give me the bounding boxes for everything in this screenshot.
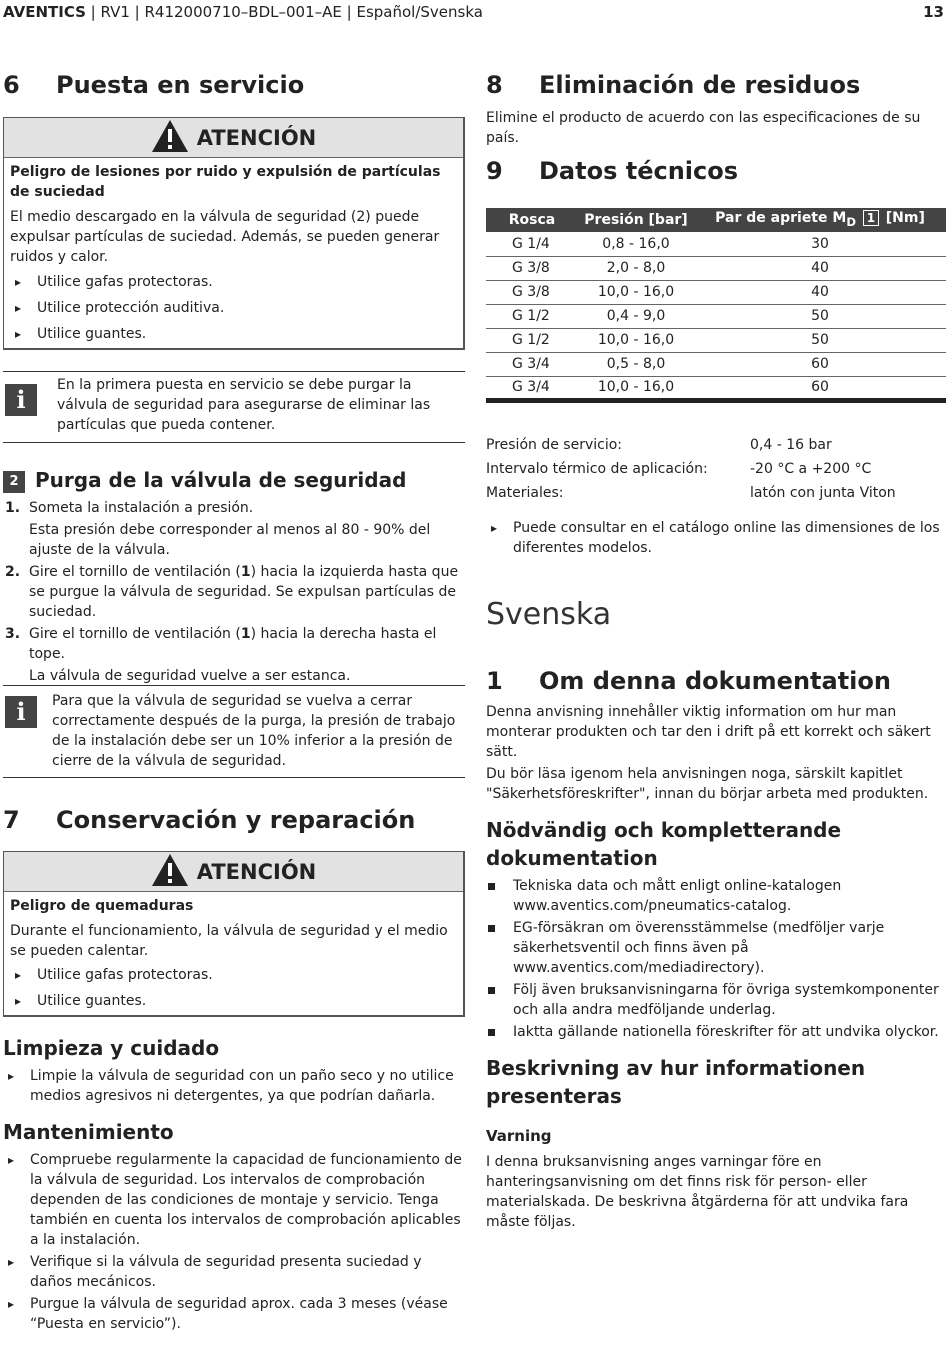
docs-list	[486, 876, 948, 1042]
info-text: Para que la válvula de seguridad se vuelva a cerrar correctamente después de la purga, la presión de trabajo de la instalación debe ser un 10% inferior a la presión de cierre de la válvula de seguridad.	[52, 693, 456, 769]
step-item: 2. Gire el tornillo de ventilación (1) hacia la izquierda hasta que se purgue la válvula de seguridad. Se expulsan partículas de suciedad.	[5, 564, 459, 620]
maintenance-bullet: ▸ Verifique si la válvula de seguridad presenta suciedad y daños mecánicos.	[3, 1252, 465, 1292]
warning-bullet: ▸ Utilice guantes.	[10, 324, 457, 344]
warning-header: ATENCIÓN	[4, 852, 463, 892]
figure-callout-badge: 2	[3, 471, 25, 493]
cleaning-bullet: ▸ Limpie la válvula de seguridad con un paño seco y no utilice medios agresivos ni detergentes, ya que podrían dañarla.	[3, 1066, 465, 1106]
warning-label: ATENCIÓN	[196, 126, 317, 150]
catalog-note: ▸ Puede consultar en el catálogo online las dimensiones de los diferentes modelos.	[486, 518, 948, 558]
warning-triangle-icon	[151, 853, 189, 887]
list-item: Tekniska data och mått enligt online-katalogen www.aventics.com/pneumatics-catalog.	[486, 876, 948, 916]
svenska-intro: Denna anvisning innehåller viktig information om hur man monterar produkten och tar den i drift på ett korrekt och säkert sätt. Du bör läsa igenom hela anvisningen noga, särskilt kapitlet "Säkerhetsföreskrifter", innan du börjar arbeta med produkten.	[486, 704, 931, 802]
section-8-heading: 8 Eliminación de residuos	[486, 71, 861, 99]
table-row: G 1/2 0,4 - 9,0 50	[486, 304, 946, 328]
spec-row: Intervalo térmico de aplicación: -20 °C a +200 °C	[486, 461, 872, 477]
step-item: 1. Someta la instalación a presión. Esta presión debe corresponder al menos al 80 - 90% del ajuste de la válvula.	[5, 500, 431, 558]
technical-data-table	[486, 208, 946, 403]
warning-header	[4, 118, 463, 158]
maintenance-bullet: ▸ Purgue la válvula de seguridad aprox. cada 3 meses (véase “Puesta en servicio”).	[3, 1294, 465, 1334]
list-item: EG-försäkran om överensstämmelse (medföljer varje säkerhetsventil och finns även på www.aventics.com/mediadirectory).	[486, 918, 948, 978]
info-box-purga	[3, 371, 465, 443]
warning-bullet: ▸ Utilice guantes.	[10, 991, 457, 1011]
maintenance-heading: Mantenimiento	[3, 1120, 174, 1144]
list-item: Iakttа gällande nationella föreskrifter för att undvika olyckor.	[486, 1022, 948, 1042]
column-header: Rosca	[486, 208, 578, 232]
brand-name: AVENTICS	[3, 3, 86, 21]
warning-box-quemaduras	[3, 851, 465, 1017]
spec-row: Materiales: latón con junta Viton	[486, 485, 896, 501]
language-title: Svenska	[486, 597, 612, 632]
cleaning-heading: Limpieza y cuidado	[3, 1036, 220, 1060]
disposal-text: Elimine el producto de acuerdo con las especificaciones de su país.	[486, 110, 921, 146]
purge-heading	[3, 466, 406, 494]
warning-bullet: ▸ Utilice gafas protectoras.	[10, 272, 457, 292]
section-number: 6	[3, 71, 20, 99]
step-item: 3. Gire el tornillo de ventilación (1) hacia la derecha hasta el tope. La válvula de seguridad vuelve a ser estanca.	[5, 626, 437, 684]
varning-text: I denna bruksanvisning anges varningar före en hanteringsanvisning om det finns risk för person- eller materialskada. De beskrivna åtgärderna för att undvika fara måste följas.	[486, 1154, 909, 1230]
table-header-row	[486, 208, 946, 232]
table-row: G 1/2 10,0 - 16,0 50	[486, 328, 946, 352]
warning-heading: Peligro de lesiones por ruido y expulsión de partículas de suciedad	[10, 164, 441, 200]
warning-bullet: ▸ Utilice gafas protectoras.	[10, 965, 457, 985]
info-text: En la primera puesta en servicio se debe purgar la válvula de seguridad para asegurarse de eliminar las partículas que pueda contener.	[57, 377, 431, 433]
list-item: Följ även bruksanvisningarna för övriga systemkomponenter och alla andra medföljande underlag.	[486, 980, 948, 1020]
maintenance-list	[3, 1150, 465, 1334]
section-6-heading	[3, 70, 304, 100]
docs-heading: Nödvändig och kompletterande dokumentation	[486, 818, 842, 870]
spec-row: Presión de servicio: 0,4 - 16 bar	[486, 437, 832, 453]
info-box-cierre	[3, 685, 465, 778]
purge-steps	[3, 498, 465, 686]
column-header: Presión [bar]	[578, 208, 694, 232]
page-header	[3, 2, 944, 24]
figure-callout-box: 1	[863, 210, 879, 226]
info-icon: i	[5, 384, 37, 416]
doc-info: | RV1 | R412000710–BDL–001–AE | Español/Svenska	[85, 3, 483, 21]
table-row: G 3/4 0,5 - 8,0 60	[486, 352, 946, 376]
svenska-section-1-heading: 1 Om denna dokumentation	[486, 667, 891, 695]
specs-list	[486, 435, 948, 507]
table-row: G 3/8 2,0 - 8,0 40	[486, 256, 946, 280]
warning-box-lesiones	[3, 117, 465, 350]
warning-heading: Peligro de quemaduras	[10, 898, 194, 914]
section-7-heading: 7 Conservación y reparación	[3, 806, 416, 834]
presentation-heading: Beskrivning av hur informationen presenteras	[486, 1056, 866, 1108]
warning-triangle-icon	[151, 119, 189, 153]
varning-heading: Varning	[486, 1127, 552, 1145]
info-icon: i	[5, 696, 37, 728]
table-row: G 1/4 0,8 - 16,0 30	[486, 232, 946, 256]
section-title: Puesta en servicio	[56, 71, 305, 99]
warning-bullet: ▸ Utilice protección auditiva.	[10, 298, 457, 318]
table-row: G 3/4 10,0 - 16,0 60	[486, 376, 946, 400]
purge-title: Purga de la válvula de seguridad	[35, 468, 407, 492]
warning-text: Durante el funcionamiento, la válvula de seguridad y el medio se pueden calentar.	[10, 923, 448, 959]
page-number: 13	[923, 3, 944, 21]
column-header: Par de apriete $M_D$ 1 [Nm]	[694, 208, 946, 232]
section-9-heading: 9 Datos técnicos	[486, 157, 739, 185]
maintenance-bullet: ▸ Compruebe regularmente la capacidad de funcionamiento de la válvula de seguridad. Los intervalos de comprobación dependen de las condiciones de montaje y servicio. Tenga también en cuenta los intervalos de comprobación aplicables a la instalación.	[3, 1150, 465, 1250]
table-row: G 3/8 10,0 - 16,0 40	[486, 280, 946, 304]
cleaning-list	[3, 1066, 465, 1106]
warning-text: El medio descargado en la válvula de seguridad (2) puede expulsar partículas de suciedad. Además, se pueden generar ruidos y calor.	[10, 209, 440, 265]
